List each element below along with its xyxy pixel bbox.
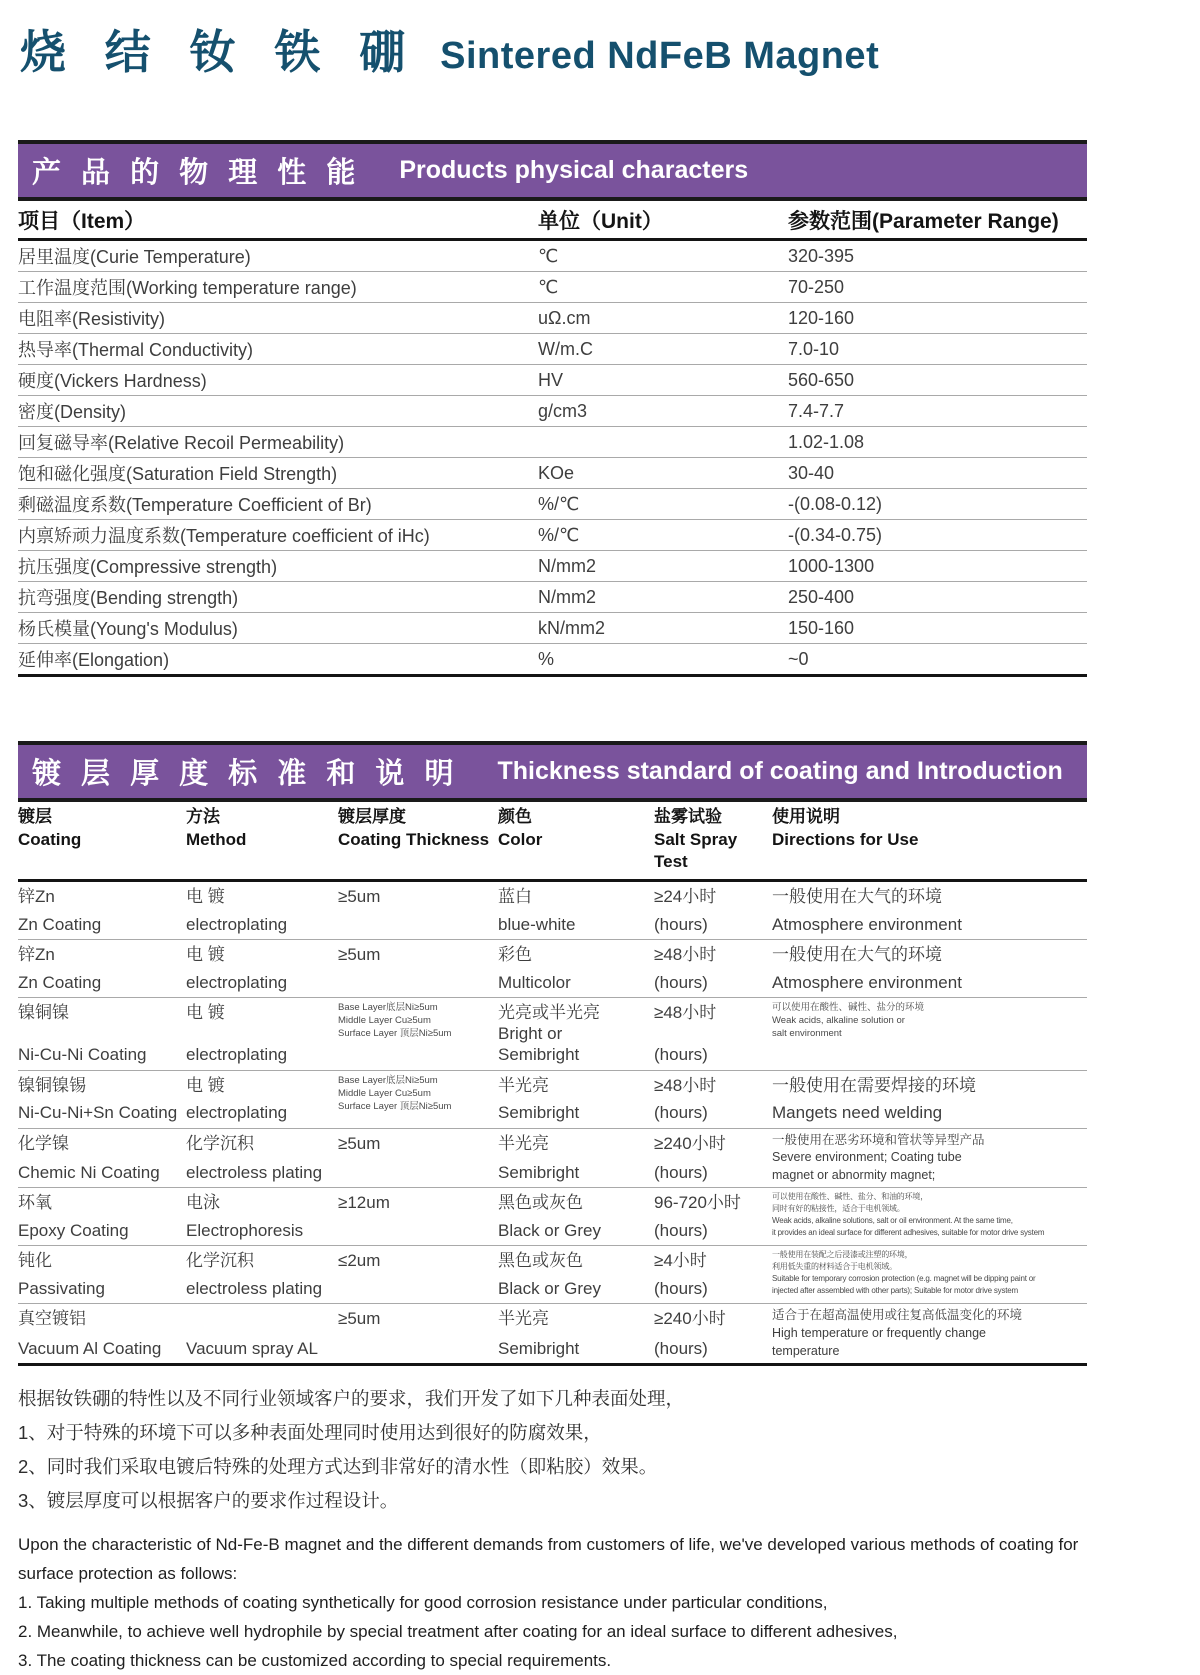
coating-table-row xyxy=(18,1304,1087,1366)
cell-line: Vacuum spray AL xyxy=(186,1339,318,1358)
range-cell: 320-395 xyxy=(788,245,855,266)
directions-cell xyxy=(772,1002,1087,1066)
coating-table-row xyxy=(18,1071,1087,1129)
unit-cell: ℃ xyxy=(538,245,559,266)
physical-table-row xyxy=(18,520,1087,551)
note-line-english: 1. Taking multiple methods of coating synthetically for good corrosion resistance under particular conditions, xyxy=(18,1593,828,1613)
note-line-english: 2. Meanwhile, to achieve well hydrophile by special treatment after coating for an ideal surface to different adhesives, xyxy=(18,1622,898,1642)
header-label-english: Method xyxy=(186,830,247,850)
unit-cell: %/℃ xyxy=(538,493,580,514)
thickness-cell xyxy=(338,886,498,935)
cell-line: 光亮或半光亮 xyxy=(498,1002,600,1022)
cell-line: Chemic Ni Coating xyxy=(18,1163,160,1183)
cell-line: Mangets need welding xyxy=(772,1103,943,1123)
cell-line: Electrophoresis xyxy=(186,1221,304,1241)
cell-line: ≥5um xyxy=(338,1309,381,1329)
header-label-english: Coating Thickness xyxy=(338,830,490,850)
cell-line: Middle Layer Cu≥5um xyxy=(338,1015,431,1027)
range-cell: 120-160 xyxy=(788,307,855,328)
coating-table-body xyxy=(18,882,1087,1367)
cell-line: 电泳 xyxy=(186,1193,220,1213)
physical-table-row xyxy=(18,334,1087,365)
cell-line: 锌Zn xyxy=(18,886,55,906)
cell-line: (hours) xyxy=(654,1339,708,1358)
coating-cell xyxy=(18,1192,186,1241)
cell-line: (hours) xyxy=(654,914,708,934)
method-cell xyxy=(186,886,338,935)
unit-cell xyxy=(538,432,788,453)
cell-line: Suitable for temporary corrosion protection (e.g. magnet will be dipping paint or xyxy=(772,1273,1036,1283)
cell-line: ≥240小时 xyxy=(654,1133,726,1153)
salt-spray-cell xyxy=(654,1308,772,1359)
unit-cell: uΩ.cm xyxy=(538,307,591,328)
cell-line: Weak acids, alkaline solutions, salt or oil environment. At the same time, xyxy=(772,1215,1013,1225)
method-cell xyxy=(186,1308,338,1359)
range-cell: -(0.08-0.12) xyxy=(788,493,883,514)
salt-spray-cell xyxy=(654,944,772,993)
note-line-chinese: 根据钕铁硼的特性以及不同行业领域客户的要求，我们开发了如下几种表面处理， xyxy=(18,1388,685,1410)
thickness-cell xyxy=(338,1075,498,1124)
cell-line: 一般使用在大气的环境 xyxy=(772,886,942,906)
range-cell: ~0 xyxy=(788,648,809,669)
section1-heading-english: Products physical characters xyxy=(399,156,749,184)
cell-line: 化学镍 xyxy=(18,1133,69,1153)
cell-line: ≥24小时 xyxy=(654,886,717,906)
color-cell xyxy=(498,944,654,993)
item-cell: 延伸率(Elongation) xyxy=(18,650,170,670)
cell-line: ≥5um xyxy=(338,886,381,906)
cell-line: Base Layer底层Ni≥5um xyxy=(338,1074,438,1086)
item-cell: 内禀矫顽力温度系数(Temperature coefficient of iHc) xyxy=(18,526,430,546)
directions-cell xyxy=(772,1250,1087,1299)
cell-line: ≥5um xyxy=(338,944,381,964)
cell-line: ≥48小时 xyxy=(654,1075,717,1095)
cell-line: Surface Layer 顶层Ni≥5um xyxy=(338,1101,452,1113)
cell-line: 电 镀 xyxy=(186,886,225,906)
unit-cell: N/mm2 xyxy=(538,555,596,576)
cell-line: (hours) xyxy=(654,1279,708,1299)
cell-line: injected after assembled with other parts); Suitable for motor drive system xyxy=(772,1285,1019,1295)
cell-line: 利用低失重的材料适合于电机领域。 xyxy=(772,1262,897,1272)
item-cell: 回复磁导率(Relative Recoil Permeability) xyxy=(18,433,345,453)
cell-line: ≥48小时 xyxy=(654,944,717,964)
cell-line: magnet or abnormity magnet; xyxy=(772,1167,936,1182)
coating-header-directions xyxy=(772,806,1087,872)
header-label-english: Coating xyxy=(18,830,82,850)
cell-line: Multicolor xyxy=(498,972,571,992)
item-cell: 密度(Density) xyxy=(18,402,127,422)
cell-line: 镍铜镍锡 xyxy=(18,1075,86,1095)
item-cell: 硬度(Vickers Hardness) xyxy=(18,371,207,391)
physical-table-header xyxy=(18,201,1087,241)
cell-line: Atmosphere environment xyxy=(772,914,962,934)
range-cell: 1.02-1.08 xyxy=(788,431,865,452)
physical-table-row xyxy=(18,644,1087,677)
physical-table-row xyxy=(18,303,1087,334)
header-label-chinese: 盐雾试验 xyxy=(654,807,722,826)
coating-cell xyxy=(18,1308,186,1359)
range-cell: 70-250 xyxy=(788,276,845,297)
color-cell xyxy=(498,1192,654,1241)
coating-cell xyxy=(18,944,186,993)
physical-table-row xyxy=(18,613,1087,644)
cell-line: ≥48小时 xyxy=(654,1002,717,1022)
coating-header-salt-spray xyxy=(654,806,772,872)
section1-heading-chinese: 产 品 的 物 理 性 能 xyxy=(32,157,362,189)
header-label-chinese: 使用说明 xyxy=(772,807,840,826)
page-title-english: Sintered NdFeB Magnet xyxy=(440,35,880,77)
thickness-cell xyxy=(338,1250,498,1299)
section2-heading-chinese: 镀 层 厚 度 标 准 和 说 明 xyxy=(32,758,460,790)
coating-cell xyxy=(18,886,186,935)
cell-line: 96-720小时 xyxy=(654,1193,741,1213)
directions-cell xyxy=(772,1192,1087,1241)
item-cell: 剩磁温度系数(Temperature Coefficient of Br) xyxy=(18,495,372,515)
cell-line: (hours) xyxy=(654,1221,708,1241)
header-parameter-range: 参数范围(Parameter Range) xyxy=(788,209,1059,233)
directions-cell xyxy=(772,1308,1087,1359)
cell-line: ≥4小时 xyxy=(654,1251,707,1271)
color-cell xyxy=(498,1075,654,1124)
coating-table xyxy=(18,802,1087,1366)
cell-line: ≥12um xyxy=(338,1193,390,1213)
cell-line: Zn Coating xyxy=(18,914,102,934)
coating-cell xyxy=(18,1250,186,1299)
physical-table-body xyxy=(18,241,1087,677)
cell-line: electroless plating xyxy=(186,1279,323,1299)
note-line-english: surface protection as follows: xyxy=(18,1564,238,1584)
cell-line: 真空镀铝 xyxy=(18,1309,86,1329)
note-line-english: Upon the characteristic of Nd-Fe-B magnet and the different demands from customers of life, we've developed various methods of coating for xyxy=(18,1535,1079,1555)
coating-table-row xyxy=(18,1129,1087,1189)
item-cell: 杨氏模量(Young's Modulus) xyxy=(18,619,238,639)
directions-cell xyxy=(772,1133,1087,1184)
cell-line: salt environment xyxy=(772,1028,842,1040)
header-label-chinese: 颜色 xyxy=(498,807,532,826)
coating-table-row xyxy=(18,1188,1087,1246)
method-cell xyxy=(186,944,338,993)
header-item: 项目（Item） xyxy=(18,209,146,233)
unit-cell: %/℃ xyxy=(538,524,580,545)
physical-table-row xyxy=(18,458,1087,489)
cell-line: Weak acids, alkaline solution or xyxy=(772,1015,905,1027)
header-unit: 单位（Unit） xyxy=(538,209,663,233)
header-label-english: Salt Spray Test xyxy=(654,830,738,871)
cell-line: 蓝白 xyxy=(498,886,532,906)
unit-cell: KOe xyxy=(538,462,575,483)
cell-line: blue-white xyxy=(498,914,576,934)
coating-cell xyxy=(18,1133,186,1184)
cell-line: electroplating xyxy=(186,914,288,934)
cell-line: Black or Grey xyxy=(498,1221,601,1241)
unit-cell: HV xyxy=(538,369,564,390)
cell-line: 化学沉积 xyxy=(186,1133,254,1153)
salt-spray-cell xyxy=(654,1133,772,1184)
cell-line: ≥240小时 xyxy=(654,1309,726,1329)
method-cell xyxy=(186,1002,338,1066)
physical-table-row xyxy=(18,551,1087,582)
item-cell: 工作温度范围(Working temperature range) xyxy=(18,278,357,298)
physical-table-row xyxy=(18,582,1087,613)
coating-table-row xyxy=(18,940,1087,998)
unit-cell: ℃ xyxy=(538,276,559,297)
item-cell: 居里温度(Curie Temperature) xyxy=(18,247,251,267)
cell-line: electroplating xyxy=(186,972,288,992)
range-cell: 7.0-10 xyxy=(788,338,840,359)
thickness-cell xyxy=(338,1133,498,1184)
cell-line: Vacuum Al Coating xyxy=(18,1339,162,1358)
cell-line: (hours) xyxy=(654,1163,708,1183)
note-line-chinese: 2、同时我们采取电镀后特殊的处理方式达到非常好的清水性（即粘胶）效果。 xyxy=(18,1456,658,1478)
cell-line: 彩色 xyxy=(498,944,532,964)
cell-line: 适合于在超高温使用或往复高低温变化的环境 xyxy=(772,1308,1023,1323)
cell-line: (hours) xyxy=(654,972,708,992)
thickness-cell xyxy=(338,1192,498,1241)
section2-heading-english: Thickness standard of coating and Introduction xyxy=(497,757,1063,785)
unit-cell: g/cm3 xyxy=(538,400,588,421)
coating-header-coating xyxy=(18,806,186,872)
thickness-cell xyxy=(338,944,498,993)
section-banner-coating xyxy=(18,741,1087,802)
cell-line: 半光亮 xyxy=(498,1309,549,1329)
item-cell: 抗弯强度(Bending strength) xyxy=(18,588,239,608)
cell-line: temperature xyxy=(772,1343,840,1358)
cell-line: 同时有好的粘接性，适合于电机领域。 xyxy=(772,1204,905,1214)
cell-line: 电 镀 xyxy=(186,944,225,964)
cell-line: ≤2um xyxy=(338,1251,381,1271)
header-label-english: Color xyxy=(498,830,543,850)
cell-line: 一般使用在大气的环境 xyxy=(772,944,942,964)
cell-line: 化学沉积 xyxy=(186,1251,254,1271)
cell-line: Base Layer底层Ni≥5um xyxy=(338,1001,438,1013)
coating-table-row xyxy=(18,1246,1087,1304)
method-cell xyxy=(186,1133,338,1184)
thickness-cell xyxy=(338,1002,498,1066)
color-cell xyxy=(498,886,654,935)
cell-line: Epoxy Coating xyxy=(18,1221,129,1241)
note-line-english: 3. The coating thickness can be customized according to special requirements. xyxy=(18,1651,612,1671)
note-line-chinese: 3、镀层厚度可以根据客户的要求作过程设计。 xyxy=(18,1490,399,1512)
physical-table-row xyxy=(18,427,1087,458)
coating-table-row xyxy=(18,882,1087,940)
cell-line: Ni-Cu-Ni+Sn Coating xyxy=(18,1103,178,1123)
salt-spray-cell xyxy=(654,1192,772,1241)
directions-cell xyxy=(772,944,1087,993)
coating-table-row xyxy=(18,998,1087,1071)
cell-line: Severe environment; Coating tube xyxy=(772,1150,962,1165)
notes-chinese xyxy=(18,1382,1158,1518)
physical-table-row xyxy=(18,365,1087,396)
directions-cell xyxy=(772,886,1087,935)
range-cell: -(0.34-0.75) xyxy=(788,524,883,545)
cell-line: 半光亮 xyxy=(498,1133,549,1153)
notes-english xyxy=(18,1530,1183,1675)
cell-line: Semibright xyxy=(498,1163,580,1183)
range-cell: 30-40 xyxy=(788,462,835,483)
color-cell xyxy=(498,1308,654,1359)
salt-spray-cell xyxy=(654,886,772,935)
cell-line: 电 镀 xyxy=(186,1075,225,1095)
color-cell xyxy=(498,1133,654,1184)
color-cell xyxy=(498,1250,654,1299)
unit-cell: N/mm2 xyxy=(538,586,596,607)
unit-cell: % xyxy=(538,648,555,669)
salt-spray-cell xyxy=(654,1002,772,1066)
physical-table-row xyxy=(18,272,1087,303)
cell-line: 环氧 xyxy=(18,1193,52,1213)
cell-line xyxy=(186,1308,332,1329)
page-title xyxy=(0,0,1200,82)
unit-cell: kN/mm2 xyxy=(538,617,605,638)
cell-line: 可以使用在酸性、碱性、盐分、和油的环境， xyxy=(772,1192,928,1202)
cell-line: (hours) xyxy=(654,1103,708,1123)
cell-line: Atmosphere environment xyxy=(772,972,962,992)
salt-spray-cell xyxy=(654,1250,772,1299)
range-cell: 150-160 xyxy=(788,617,855,638)
cell-line: electroplating xyxy=(186,1103,288,1123)
method-cell xyxy=(186,1075,338,1124)
content-column xyxy=(18,140,1087,1675)
method-cell xyxy=(186,1250,338,1299)
cell-line: 一般使用在需要焊接的环境 xyxy=(772,1075,976,1095)
cell-line: it provides an ideal surface for different adhesives, suitable for motor drive system xyxy=(772,1227,1045,1237)
cell-line: Ni-Cu-Ni Coating xyxy=(18,1045,147,1065)
item-cell: 抗压强度(Compressive strength) xyxy=(18,557,278,577)
section-banner-physical xyxy=(18,140,1087,201)
cell-line: electroplating xyxy=(186,1045,288,1065)
cell-line: Surface Layer 顶层Ni≥5um xyxy=(338,1028,452,1040)
cell-line: 可以使用在酸性、碱性、盐分的环境 xyxy=(772,1001,925,1013)
note-line-chinese: 1、对于特殊的环境下可以多种表面处理同时使用达到很好的防腐效果， xyxy=(18,1422,602,1444)
item-cell: 热导率(Thermal Conductivity) xyxy=(18,340,254,360)
physical-characters-table xyxy=(18,201,1087,677)
cell-line: electroless plating xyxy=(186,1163,323,1183)
header-label-chinese: 镀层厚度 xyxy=(338,807,406,826)
cell-line: 钝化 xyxy=(18,1251,52,1271)
cell-line: ≥5um xyxy=(338,1133,381,1153)
cell-line: 电 镀 xyxy=(186,1002,225,1022)
header-label-chinese: 镀层 xyxy=(18,807,52,826)
cell-line: Bright or Semibright xyxy=(498,1024,580,1065)
item-cell: 饱和磁化强度(Saturation Field Strength) xyxy=(18,464,338,484)
physical-table-row xyxy=(18,241,1087,272)
cell-line: Passivating xyxy=(18,1279,105,1299)
directions-cell xyxy=(772,1075,1087,1124)
header-label-chinese: 方法 xyxy=(186,807,220,826)
range-cell: 560-650 xyxy=(788,369,855,390)
coating-table-header xyxy=(18,802,1087,882)
method-cell xyxy=(186,1192,338,1241)
page-title-chinese: 烧 结 钕 铁 硼 xyxy=(20,26,419,78)
color-cell xyxy=(498,1002,654,1066)
salt-spray-cell xyxy=(654,1075,772,1124)
cell-line: High temperature or frequently change xyxy=(772,1326,987,1340)
coating-header-color xyxy=(498,806,654,872)
cell-line: 镍铜镍 xyxy=(18,1002,69,1022)
cell-line: 半光亮 xyxy=(498,1075,549,1095)
range-cell: 7.4-7.7 xyxy=(788,400,845,421)
physical-table-row xyxy=(18,396,1087,427)
item-cell: 电阻率(Resistivity) xyxy=(18,309,165,329)
header-label-english: Directions for Use xyxy=(772,830,919,850)
cell-line: (hours) xyxy=(654,1045,708,1065)
cell-line: 黑色或灰色 xyxy=(498,1193,583,1213)
coating-cell xyxy=(18,1075,186,1124)
cell-line: 黑色或灰色 xyxy=(498,1251,583,1271)
cell-line: Black or Grey xyxy=(498,1279,601,1299)
range-cell: 1000-1300 xyxy=(788,555,875,576)
coating-header-method xyxy=(186,806,338,872)
cell-line: 一般使用在装配之后浸漆或注塑的环境， xyxy=(772,1250,913,1260)
cell-line: Semibright xyxy=(498,1339,580,1358)
thickness-cell xyxy=(338,1308,498,1359)
cell-line: 锌Zn xyxy=(18,944,55,964)
physical-table-row xyxy=(18,489,1087,520)
cell-line: Semibright xyxy=(498,1103,580,1123)
unit-cell: W/m.C xyxy=(538,338,593,359)
coating-header-thickness xyxy=(338,806,498,872)
cell-line: 一般使用在恶劣环境和管状等异型产品 xyxy=(772,1132,985,1147)
coating-cell xyxy=(18,1002,186,1066)
cell-line: Zn Coating xyxy=(18,972,102,992)
range-cell: 250-400 xyxy=(788,586,855,607)
cell-line: Middle Layer Cu≥5um xyxy=(338,1087,431,1099)
